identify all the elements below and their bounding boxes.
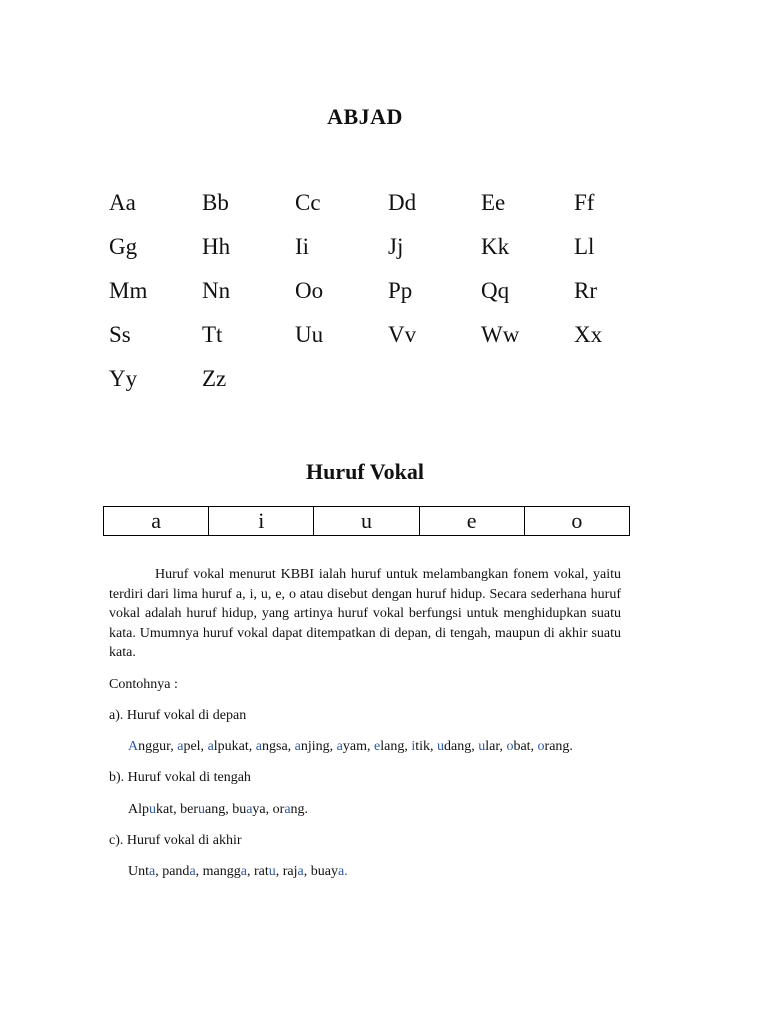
example-text: bat, [513,739,538,754]
vowel-heading: Huruf Vokal [306,459,424,484]
vowel-row [104,507,630,536]
vowel-cell: a [104,507,209,536]
highlighted-vowel: a. [337,864,348,879]
alphabet-letter: Oo [295,278,324,303]
vowel-table [103,506,630,536]
highlighted-vowel: a [336,739,343,754]
alphabet-letter: Hh [202,234,231,259]
examples-intro: Contohnya : [109,677,178,692]
highlighted-vowel: a [255,739,262,754]
example-text: , rat [246,864,269,879]
highlighted-vowel: a [149,864,156,879]
highlighted-vowel: u [149,802,156,817]
example-text: njing, [300,739,337,754]
example-front [128,739,573,755]
alphabet-letter: Ll [574,234,595,259]
alphabet-letter: Dd [388,190,417,215]
example-text: ngsa, [262,739,295,754]
alphabet-letter: Uu [295,322,324,347]
example-text: Alp [128,802,149,817]
example-text: ya, or [252,802,285,817]
highlighted-vowel: a [284,802,291,817]
alphabet-letter: Jj [388,234,404,259]
definition-paragraph [109,565,621,663]
example-text: lang, [380,739,412,754]
alphabet-letter: Bb [202,190,229,215]
example-text: ng. [290,802,309,817]
highlighted-vowel: u [437,739,444,754]
highlighted-vowel: a [294,739,301,754]
highlighted-vowel: u [268,864,276,879]
alphabet-letter: Aa [109,190,136,215]
highlighted-vowel: A [128,739,139,754]
highlighted-vowel: o [506,739,514,754]
example-text: kat, ber [156,802,198,817]
example-text: lar, [485,739,507,754]
example-text: , mangg [195,864,241,879]
example-text: , buay [303,864,338,879]
alphabet-grid [109,190,667,410]
example-text: tik, [415,739,437,754]
example-text: lpukat, [213,739,256,754]
alphabet-letter: Rr [574,278,597,303]
example-text: ang, bu [204,802,247,817]
example-text: dang, [444,739,479,754]
example-text: , pand [155,864,190,879]
alphabet-letter: Ff [574,190,595,215]
highlighted-vowel: a [177,739,184,754]
alphabet-letter: Zz [202,366,227,391]
example-text: yam, [342,739,374,754]
example-text: nggur, [138,739,178,754]
alphabet-letter: Ii [295,234,310,259]
page-title: ABJAD [327,104,403,129]
example-text: pel, [183,739,208,754]
vowel-cell: u [314,507,419,536]
alphabet-letter: Kk [481,234,510,259]
alphabet-letter: Nn [202,278,231,303]
highlighted-vowel: a [189,864,196,879]
alphabet-letter: Qq [481,278,510,303]
highlighted-vowel: a [240,864,247,879]
alphabet-letter: Tt [202,322,223,347]
highlighted-vowel: a [246,802,253,817]
highlighted-vowel: e [374,739,381,754]
vowel-cell: i [209,507,314,536]
vowel-cell: o [524,507,629,536]
highlighted-vowel: u [197,802,205,817]
alphabet-letter: Cc [295,190,321,215]
alphabet-letter: Ss [109,322,131,347]
highlighted-vowel: i [411,739,416,754]
section-heading-middle: b). Huruf vokal di tengah [109,770,251,785]
example-text: Unt [128,864,149,879]
example-text: , raj [275,864,298,879]
highlighted-vowel: a [297,864,304,879]
alphabet-letter: Ee [481,190,506,215]
section-heading-end: c). Huruf vokal di akhir [109,833,242,848]
alphabet-letter: Pp [388,278,413,303]
example-text: rang. [544,739,573,754]
alphabet-letter: Gg [109,234,138,259]
example-end [128,864,348,880]
vowel-cell: e [419,507,524,536]
highlighted-vowel: a [207,739,214,754]
section-heading-front: a). Huruf vokal di depan [109,708,247,723]
alphabet-letter: Ww [481,322,520,347]
example-middle [128,802,308,818]
highlighted-vowel: o [537,739,545,754]
highlighted-vowel: u [478,739,486,754]
alphabet-letter: Yy [109,366,138,391]
alphabet-letter: Mm [109,278,148,303]
alphabet-letter: Xx [574,322,603,347]
definition-text: Huruf vokal menurut KBBI ialah huruf untuk melambangkan fonem vokal, yaitu terdiri dari lima huruf a, i, u, e, o atau disebut dengan huruf hidup. Secara sederhana huruf vokal adalah huruf hidup, yang artinya huruf vokal berfungsi untuk menghidupkan suatu kata. Umumnya huruf vokal dapat ditempatkan di depan, di tengah, maupun di akhir suatu kata. [109,567,621,661]
alphabet-letter: Vv [388,322,417,347]
